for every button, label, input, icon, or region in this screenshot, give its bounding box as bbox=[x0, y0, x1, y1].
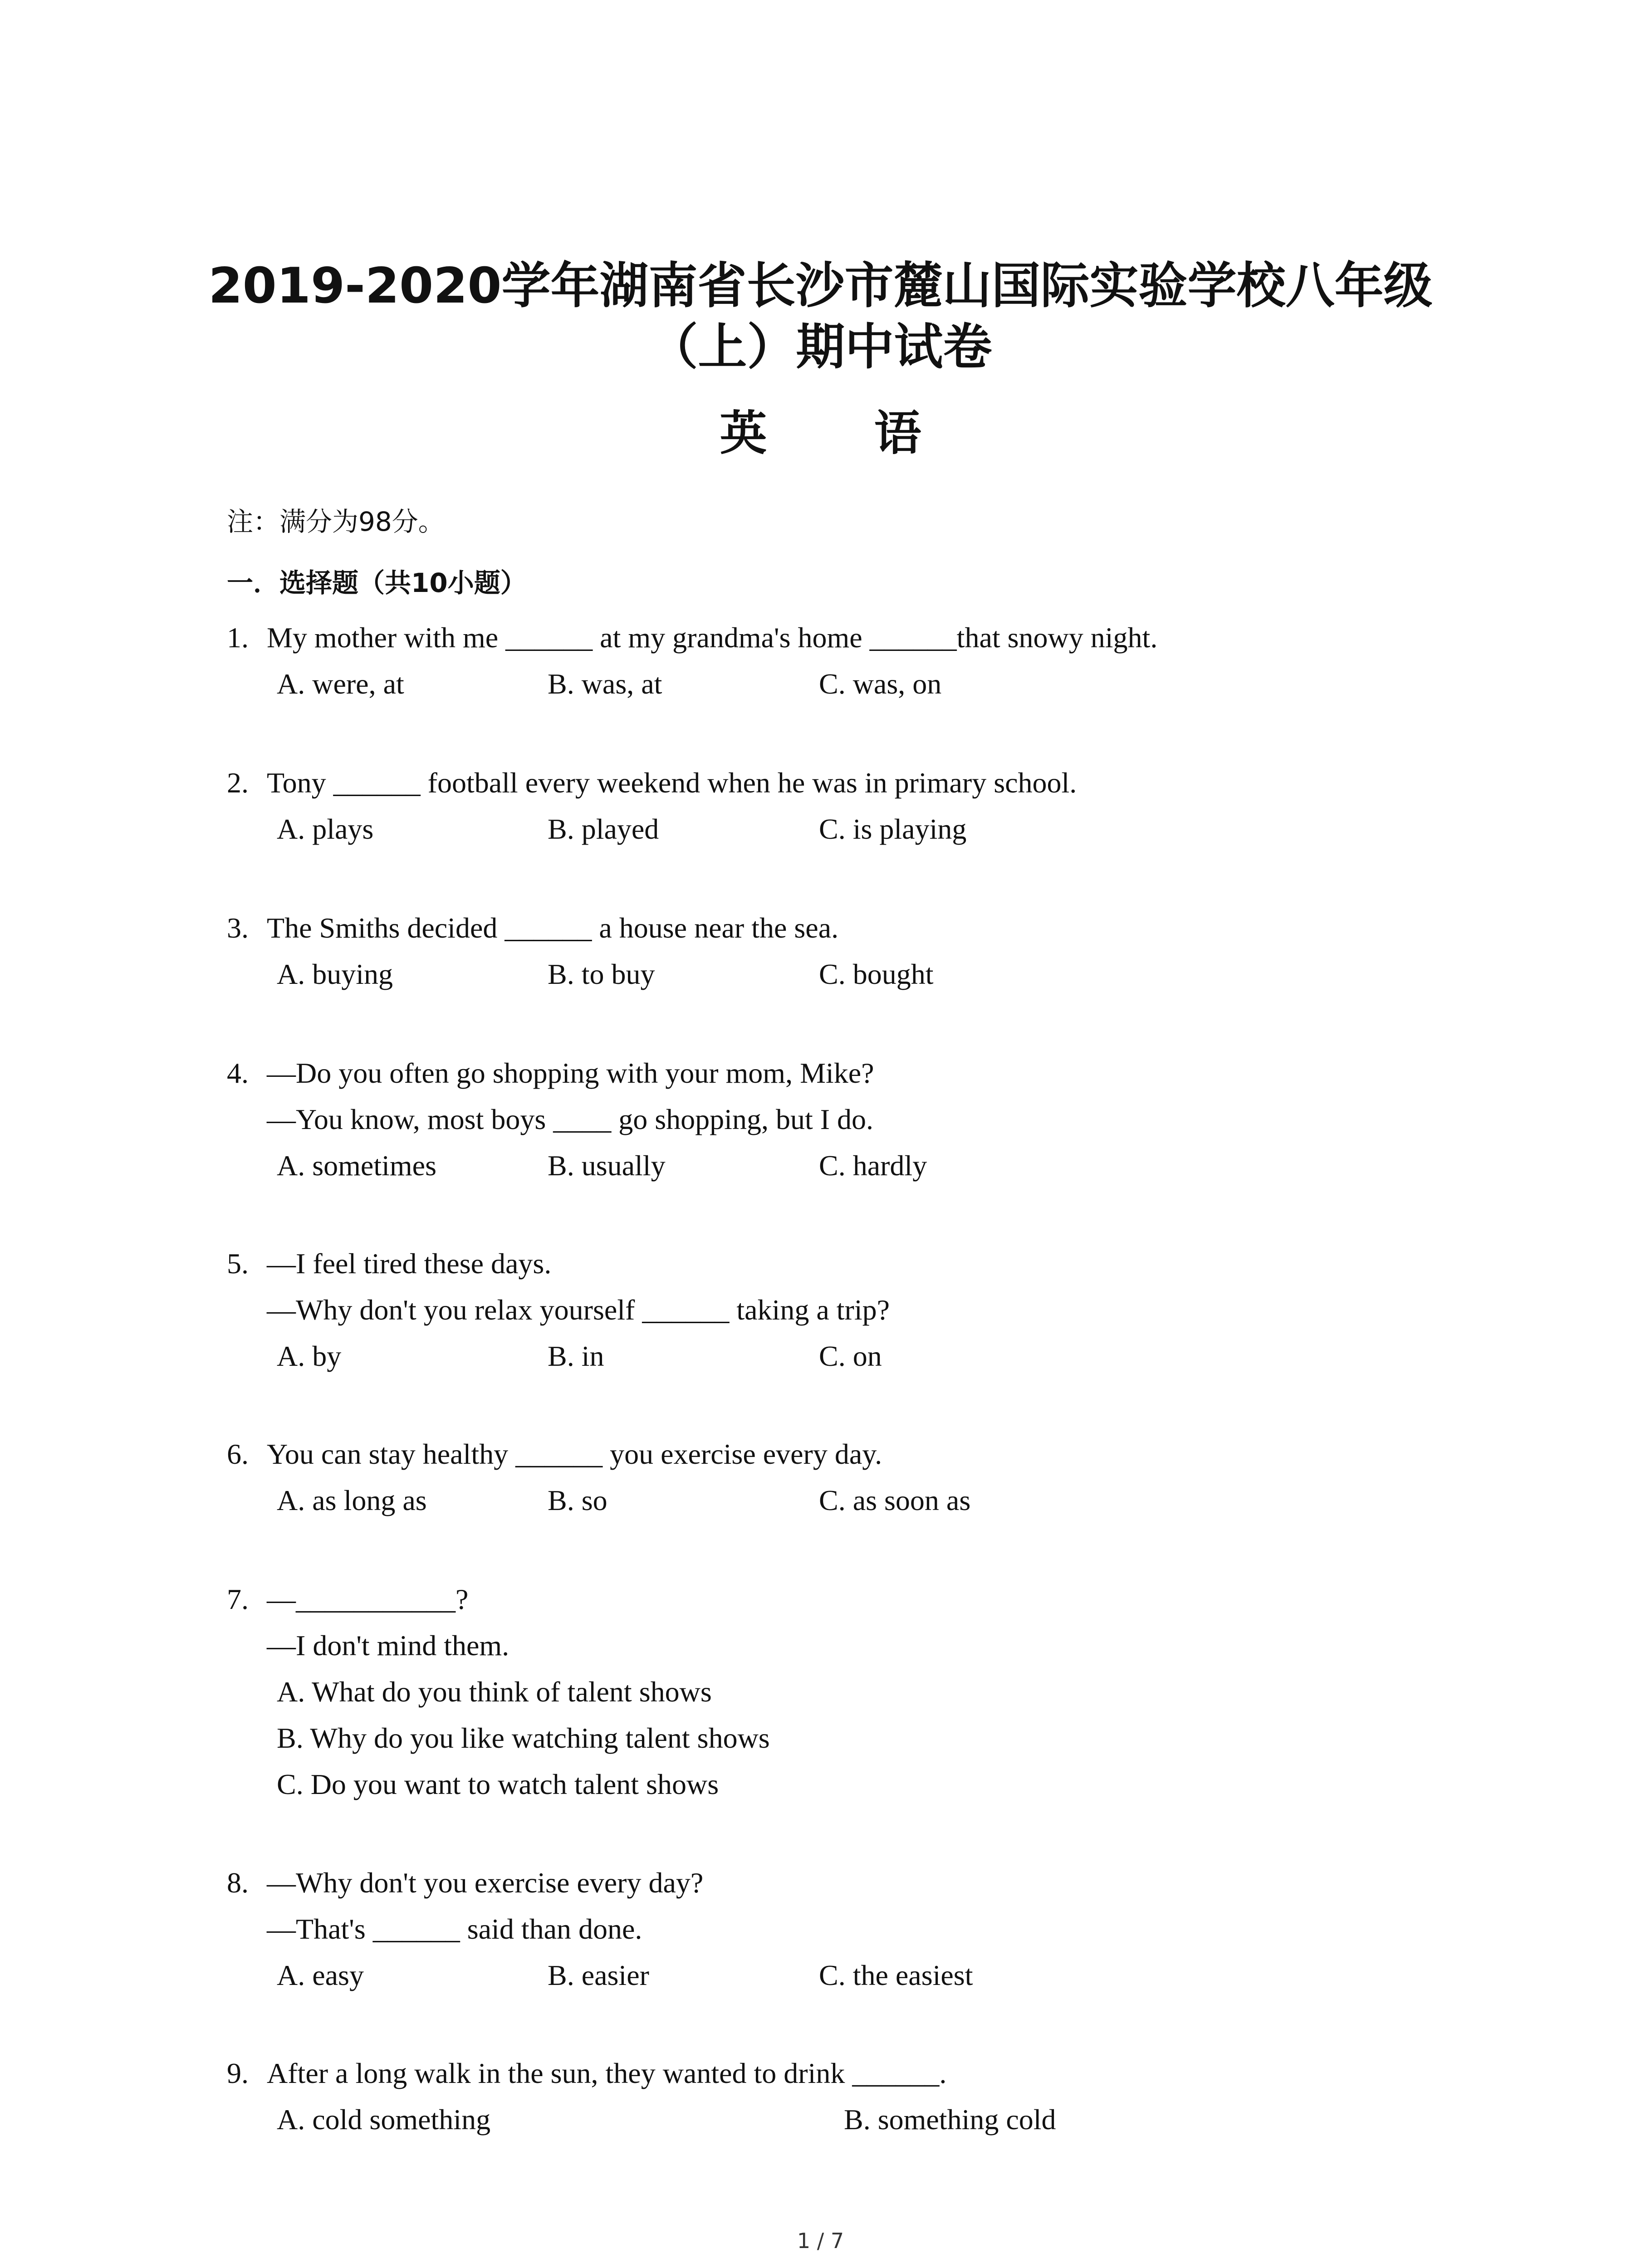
question-stem: —I don't mind them. bbox=[267, 1629, 509, 1662]
question-number: 5. bbox=[227, 1247, 249, 1280]
option-b: B. usually bbox=[548, 1149, 666, 1182]
question-9 bbox=[227, 2050, 1588, 2143]
question-stem: —That's ______ said than done. bbox=[267, 1913, 642, 1945]
option-c: C. is playing bbox=[819, 813, 967, 845]
question-8 bbox=[227, 1860, 1588, 1999]
question-6 bbox=[227, 1431, 1588, 1524]
question-1 bbox=[227, 615, 1588, 707]
option-a: A. What do you think of talent shows bbox=[277, 1676, 712, 1708]
option-c: C. on bbox=[819, 1340, 882, 1372]
option-b: B. something cold bbox=[844, 2103, 1056, 2136]
option-c: C. the easiest bbox=[819, 1959, 973, 1991]
question-2 bbox=[227, 760, 1588, 852]
question-stem: —Do you often go shopping with your mom, Mike? bbox=[267, 1057, 874, 1089]
question-stem: —I feel tired these days. bbox=[267, 1247, 552, 1280]
question-number: 7. bbox=[227, 1583, 249, 1615]
option-c: C. as soon as bbox=[819, 1484, 971, 1516]
page-indicator: 1 / 7 bbox=[797, 2229, 844, 2253]
option-b: B. so bbox=[548, 1484, 607, 1516]
question-number: 1. bbox=[227, 621, 249, 654]
option-c: C. Do you want to watch talent shows bbox=[277, 1768, 719, 1800]
question-stem: After a long walk in the sun, they wanted to drink ______. bbox=[267, 2057, 947, 2089]
question-stem: The Smiths decided ______ a house near the sea. bbox=[267, 912, 839, 944]
question-stem: —Why don't you relax yourself ______ taking a trip? bbox=[267, 1294, 890, 1326]
question-3 bbox=[227, 905, 1588, 997]
subject-heading: 英 语 bbox=[720, 406, 967, 461]
option-a: A. were, at bbox=[277, 668, 404, 700]
option-a: A. as long as bbox=[277, 1484, 427, 1516]
option-b: B. was, at bbox=[548, 668, 662, 700]
question-number: 9. bbox=[227, 2057, 249, 2089]
option-b: B. to buy bbox=[548, 958, 655, 990]
option-a: A. buying bbox=[277, 958, 393, 990]
question-number: 2. bbox=[227, 767, 249, 799]
score-note: 注：满分为98分。 bbox=[227, 506, 445, 537]
question-stem: Tony ______ football every weekend when he was in primary school. bbox=[267, 767, 1077, 799]
option-b: B. played bbox=[548, 813, 659, 845]
question-number: 3. bbox=[227, 912, 249, 944]
option-a: A. cold something bbox=[277, 2103, 491, 2136]
option-b: B. easier bbox=[548, 1959, 649, 1991]
option-c: C. was, on bbox=[819, 668, 942, 700]
exam-title-line2: （上）期中试卷 bbox=[649, 319, 992, 376]
question-4 bbox=[227, 1050, 1588, 1189]
option-a: A. by bbox=[277, 1340, 342, 1372]
question-number: 6. bbox=[227, 1438, 249, 1470]
option-b: B. in bbox=[548, 1340, 604, 1372]
section-title: 一．选择题（共10小题） bbox=[227, 567, 527, 598]
question-stem: —You know, most boys ____ go shopping, but I do. bbox=[267, 1103, 874, 1135]
exam-title-line1: 2019-2020学年湖南省长沙市麓山国际实验学校八年级 bbox=[208, 258, 1433, 314]
question-stem: —___________? bbox=[267, 1583, 469, 1615]
question-7 bbox=[227, 1576, 1588, 1808]
option-c: C. hardly bbox=[819, 1149, 927, 1182]
option-b: B. Why do you like watching talent shows bbox=[277, 1722, 770, 1754]
question-5 bbox=[227, 1241, 1588, 1379]
option-a: A. plays bbox=[277, 813, 374, 845]
question-number: 8. bbox=[227, 1867, 249, 1899]
option-a: A. sometimes bbox=[277, 1149, 436, 1182]
question-stem: You can stay healthy ______ you exercise every day. bbox=[267, 1438, 882, 1470]
question-stem: —Why don't you exercise every day? bbox=[267, 1867, 704, 1899]
option-a: A. easy bbox=[277, 1959, 364, 1991]
question-number: 4. bbox=[227, 1057, 249, 1089]
question-stem: My mother with me ______ at my grandma's home ______that snowy night. bbox=[267, 621, 1158, 654]
option-c: C. bought bbox=[819, 958, 934, 990]
